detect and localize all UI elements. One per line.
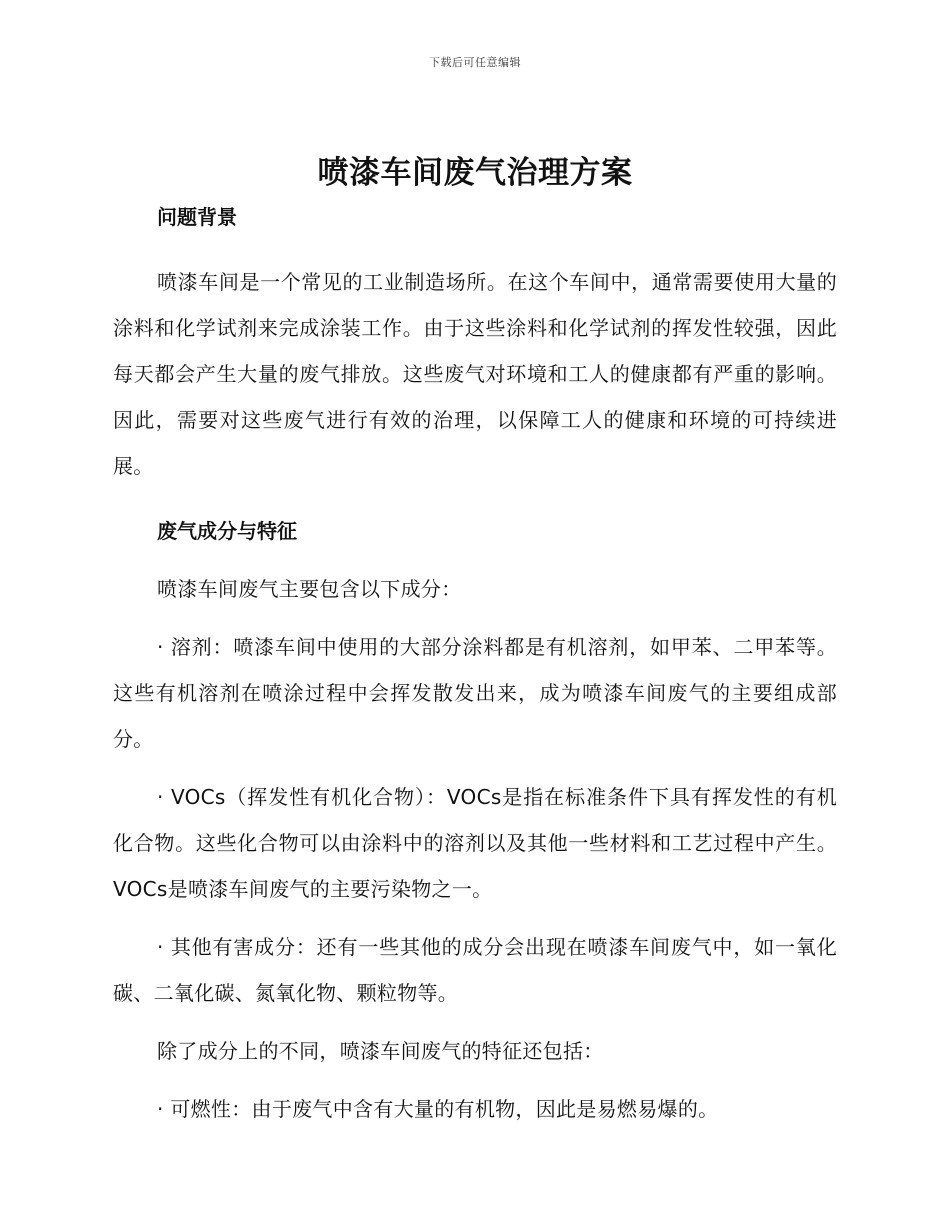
list-item-flammability: · 可燃性：由于废气中含有大量的有机物，因此是易燃易爆的。 xyxy=(157,1097,719,1121)
document-body xyxy=(113,150,837,1132)
section-heading-background: 问题背景 xyxy=(157,205,237,229)
paragraph-composition-intro: 喷漆车间废气主要包含以下成分： xyxy=(157,577,462,601)
list-item-other-harmful: · 其他有害成分：还有一些其他的成分会出现在喷漆车间废气中，如一氧化碳、二氧化碳、氮氧化物、颗粒物等。 xyxy=(113,935,837,1005)
section-heading-composition: 废气成分与特征 xyxy=(157,519,297,543)
document-title: 喷漆车间废气治理方案 xyxy=(317,155,633,191)
page-header-note: 下载后可任意编辑 xyxy=(429,56,521,69)
paragraph-background: 喷漆车间是一个常见的工业制造场所。在这个车间中，通常需要使用大量的涂料和化学试剂来完成涂装工作。由于这些涂料和化学试剂的挥发性较强，因此每天都会产生大量的废气排放。这些废气对环境和工人的健康都有严重的影响。因此，需要对这些废气进行有效的治理，以保障工人的健康和环境的可持续进展。 xyxy=(113,270,837,478)
paragraph-characteristics-intro: 除了成分上的不同，喷漆车间废气的特征还包括： xyxy=(157,1039,604,1063)
list-item-solvent: · 溶剂：喷漆车间中使用的大部分涂料都是有机溶剂，如甲苯、二甲苯等。这些有机溶剂在喷涂过程中会挥发散发出来，成为喷漆车间废气的主要组成部分。 xyxy=(113,635,837,751)
list-item-vocs: · VOCs（挥发性有机化合物）：VOCs是指在标准条件下具有挥发性的有机化合物。这些化合物可以由涂料中的溶剂以及其他一些材料和工艺过程中产生。VOCs是喷漆车间废气的主要污染物之一。 xyxy=(113,785,837,901)
